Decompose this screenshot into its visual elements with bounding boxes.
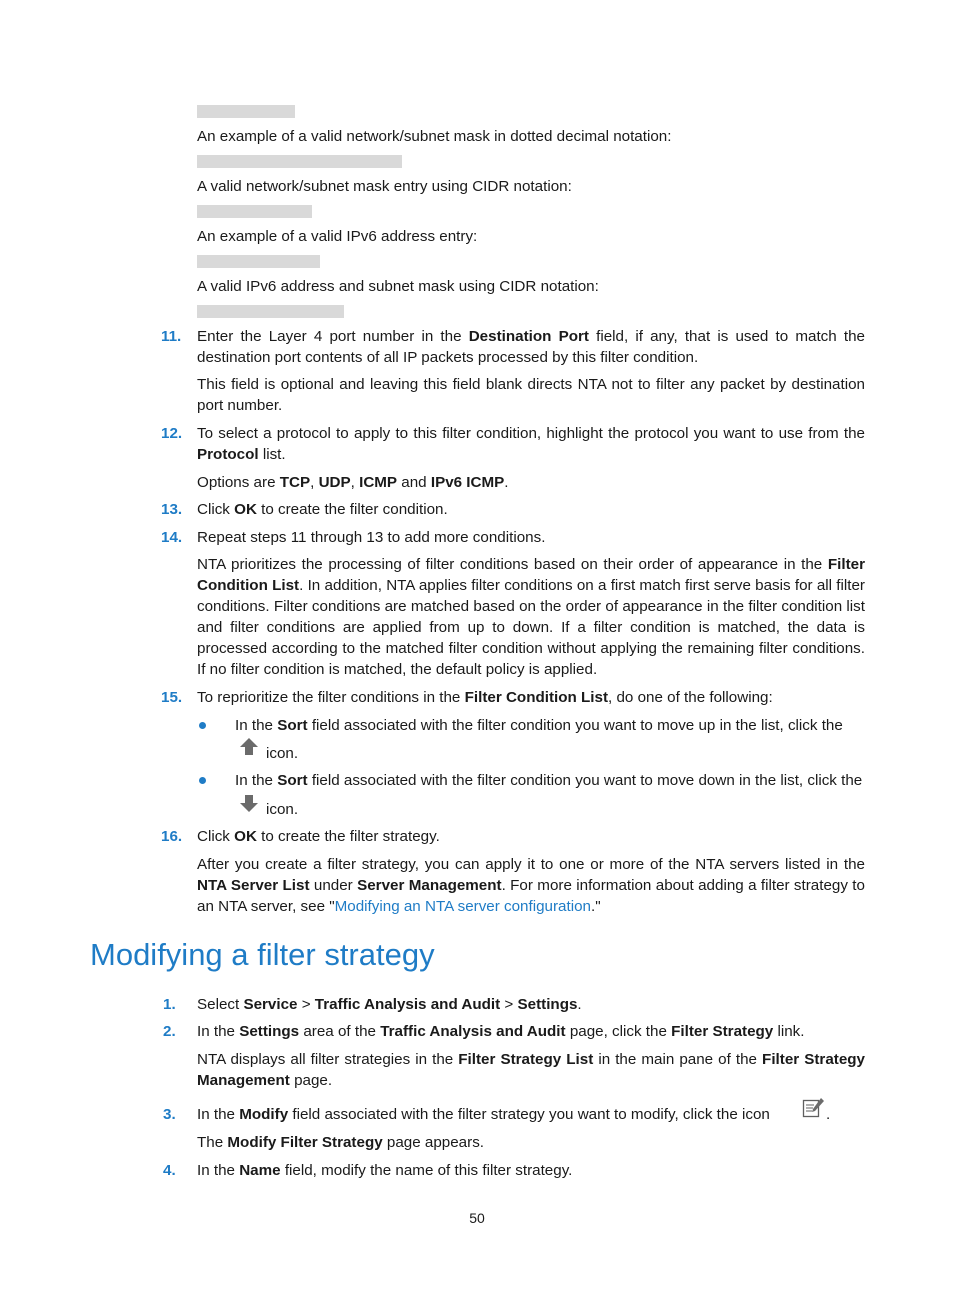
step-11-text: Enter the Layer 4 port number in the Destination Port field, if any, that is used to match the destination port contents of all IP packets processed by this filter condition. bbox=[197, 328, 865, 366]
step-number: 16. bbox=[161, 828, 183, 845]
example-caption-ipv6-entry: An example of a valid IPv6 address entry: bbox=[197, 228, 478, 245]
step-number: 12. bbox=[161, 425, 183, 442]
redacted-example bbox=[197, 255, 320, 268]
modify-step-3-note: The Modify Filter Strategy page appears. bbox=[197, 1134, 485, 1151]
modify-step-1-text: Select Service > Traffic Analysis and Audit > Settings. bbox=[197, 996, 582, 1013]
step-number: 11. bbox=[161, 328, 182, 345]
example-caption-mask-dotted: An example of a valid network/subnet mask in dotted decimal notation: bbox=[197, 128, 672, 145]
step-number: 14. bbox=[161, 529, 183, 546]
step-12-options: Options are TCP, UDP, ICMP and IPv6 ICMP. bbox=[197, 474, 509, 491]
icon-caption: icon. bbox=[266, 745, 299, 762]
step-11-note: This field is optional and leaving this field blank directs NTA not to filter any packet by destination port number. bbox=[197, 376, 865, 414]
step-15-bullet-down: In the Sort field associated with the filter condition you want to move down in the list, click the bbox=[235, 772, 863, 789]
step-16-note: After you create a filter strategy, you can apply it to one or more of the NTA servers listed in the NTA Server List under Server Management. For more information about adding a filter strategy to an NTA server, see "Modifying an NTA server configuration." bbox=[197, 856, 865, 915]
example-caption-mask-cidr: A valid network/subnet mask entry using CIDR notation: bbox=[197, 178, 572, 195]
step-16-text: Click OK to create the filter strategy. bbox=[197, 828, 440, 845]
step-number: 4. bbox=[163, 1162, 176, 1179]
modify-step-2-text: In the Settings area of the Traffic Analysis and Audit page, click the Filter Strategy link. bbox=[197, 1023, 805, 1040]
redacted-example bbox=[197, 105, 295, 118]
redacted-example bbox=[197, 205, 312, 218]
modify-icon bbox=[802, 1097, 826, 1119]
step-13-text: Click OK to create the filter condition. bbox=[197, 501, 448, 518]
example-caption-ipv6-cidr: A valid IPv6 address and subnet mask using CIDR notation: bbox=[197, 278, 599, 295]
arrow-up-icon bbox=[239, 737, 259, 757]
page-number: 50 bbox=[469, 1210, 485, 1226]
modify-step-2-note: NTA displays all filter strategies in the Filter Strategy List in the main pane of the Filter Strategy Management page. bbox=[197, 1051, 865, 1089]
redacted-example bbox=[197, 155, 402, 168]
step-number: 15. bbox=[161, 689, 183, 706]
arrow-down-icon bbox=[239, 793, 259, 813]
step-14-note: NTA prioritizes the processing of filter conditions based on their order of appearance in the Filter Condition List. In addition, NTA applies filter conditions on a first match first serve basis for all filter conditions. Filter conditions are matched based on the order of appearance in the filter condition list and filter conditions are applied from up to down. If a filter condition is matched, the data is processed according to the matched filter condition without applying the remaining filter conditions. If no filter condition is matched, the default policy is applied. bbox=[197, 556, 865, 678]
section-heading: Modifying a filter strategy bbox=[90, 937, 435, 972]
modify-step-4-text: In the Name field, modify the name of this filter strategy. bbox=[197, 1162, 573, 1179]
icon-caption: icon. bbox=[266, 801, 299, 818]
step-15-bullet-up: In the Sort field associated with the filter condition you want to move up in the list, click the bbox=[235, 717, 843, 734]
modify-step-3-text: In the Modify field associated with the filter strategy you want to modify, click the icon bbox=[197, 1106, 770, 1123]
step-number: 13. bbox=[161, 501, 183, 518]
step-number: 3. bbox=[163, 1106, 176, 1123]
step-15-text: To reprioritize the filter conditions in the Filter Condition List, do one of the following: bbox=[197, 689, 773, 706]
modify-step-3-period: . bbox=[826, 1106, 831, 1123]
step-12-text: To select a protocol to apply to this filter condition, highlight the protocol you want to use from the Protocol list. bbox=[197, 425, 865, 463]
modify-nta-server-link[interactable]: Modifying an NTA server configuration bbox=[334, 898, 591, 915]
redacted-example bbox=[197, 305, 344, 318]
step-number: 1. bbox=[163, 996, 176, 1013]
bullet-icon bbox=[199, 777, 206, 784]
bullet-icon bbox=[199, 722, 206, 729]
step-14-text: Repeat steps 11 through 13 to add more conditions. bbox=[197, 529, 546, 546]
step-number: 2. bbox=[163, 1023, 176, 1040]
